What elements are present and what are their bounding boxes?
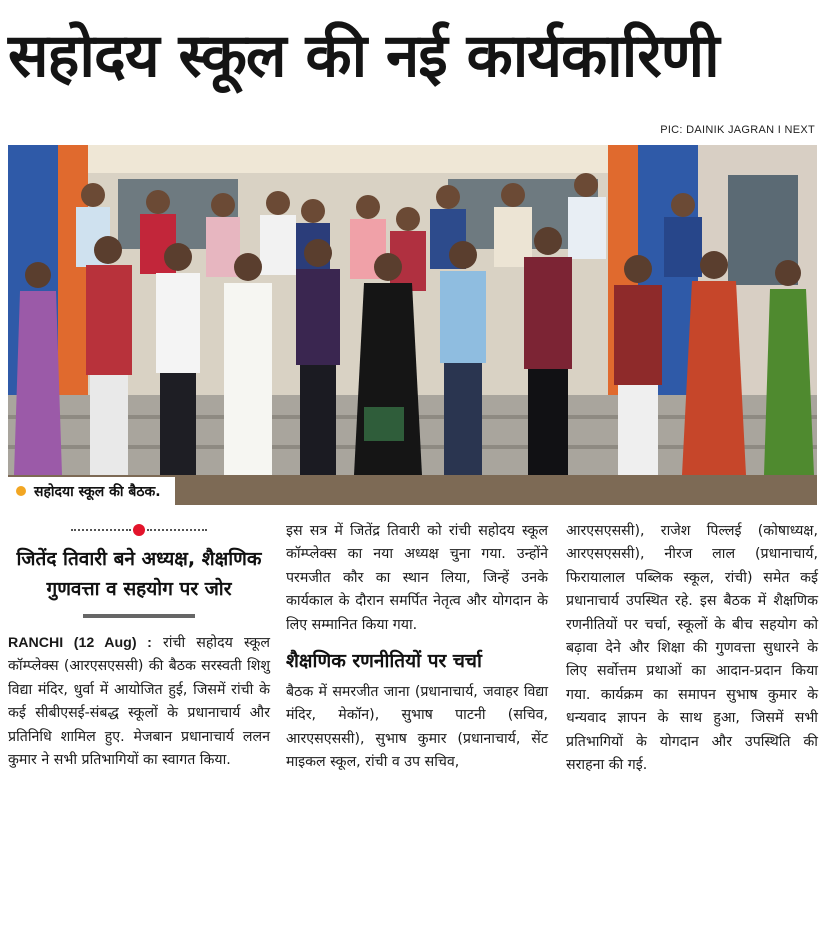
article-lead bbox=[8, 632, 270, 772]
article-col2-para2: बैठक में समरजीत जाना (प्रधानाचार्य, जवाहर विद्या मंदिर, मेकॉन), सुभाष पाटनी (सचिव, आरएसएससी), सुभाष कुमार (प्रधानाचार्य, सेंट माइकल स्कूल, रांची व उप सचिव, bbox=[286, 684, 548, 771]
caption-bullet-icon bbox=[16, 486, 26, 496]
section-divider bbox=[8, 520, 270, 540]
dateline: RANCHI (12 Aug) : bbox=[8, 635, 152, 651]
subheadline: जितेंद तिवारी बने अध्यक्ष, शैक्षणिक गुणवत्ता व सहयोग पर जोर bbox=[16, 548, 262, 600]
article-column-3 bbox=[566, 520, 818, 777]
article-column-1 bbox=[8, 520, 270, 772]
photo-caption bbox=[8, 477, 175, 505]
section-heading: शैक्षणिक रणनीतियों पर चर्चा bbox=[286, 650, 482, 673]
red-dot-icon bbox=[133, 524, 145, 536]
group-photo-illustration bbox=[8, 145, 817, 505]
article-col2-para1: इस सत्र में जितेंद्र तिवारी को रांची सहोदय स्कूल कॉम्प्लेक्स का नया अध्यक्ष चुना गया. उन्होंने परमजीत कौर का स्थान लिया, जिन्हें उनके कार्यकाल के दौरान समर्पित नेतृत्व और योगदान के लिए सम्मानित किया गया. bbox=[286, 523, 548, 633]
article-col3-text: आरएसएससी), राजेश पिल्लई (कोषाध्यक्ष, आरएसएससी), नीरज लाल (प्रधानाचार्य, फिरायालाल पब्लिक स्कूल, रांची) समेत कई प्रधानाचार्य उपस्थित रहे. इस बैठक में शैक्षणिक रणनीतियों पर चर्चा, स्कूलों के बीच सहयोग को बढ़ावा देने और शिक्षा की गुणवत्ता सुधारने के लिए सर्वोत्तम प्रथाओं का आदान-प्रदान किया गया. कार्यक्रम का समापन सुभाष कुमार के धन्यवाद ज्ञापन के साथ हुआ, जिसमें सभी प्रतिभागियों के योगदान और उपस्थिति की सराहना की गई. bbox=[566, 523, 818, 774]
dotted-line-right bbox=[147, 529, 207, 531]
article-col1-text: रांची सहोदय स्कूल कॉम्प्लेक्स (आरएसएससी) की बैठक सरस्वती शिशु विद्या मंदिर, धुर्वा में आयोजित हुई, जिसमें रांची के कई सीबीएसई-संबद्ध स्कूलों के प्रधानाचार्य और प्रतिनिधि शामिल हुए. मेजबान प्रधानाचार्य ललन कुमार ने सभी प्रतिभागियों का स्वागत किया. bbox=[8, 635, 270, 769]
photo-caption-text: सहोदया स्कूल की बैठक. bbox=[34, 483, 161, 500]
subheadline-rule bbox=[83, 614, 195, 618]
dotted-line-left bbox=[71, 529, 131, 531]
group-photo bbox=[8, 145, 817, 505]
photo-credit: PIC: DAINIK JAGRAN I NEXT bbox=[660, 124, 815, 136]
article-column-2 bbox=[286, 520, 548, 775]
headline: सहोदय स्कूल की नई कार्यकारिणी bbox=[8, 21, 719, 91]
